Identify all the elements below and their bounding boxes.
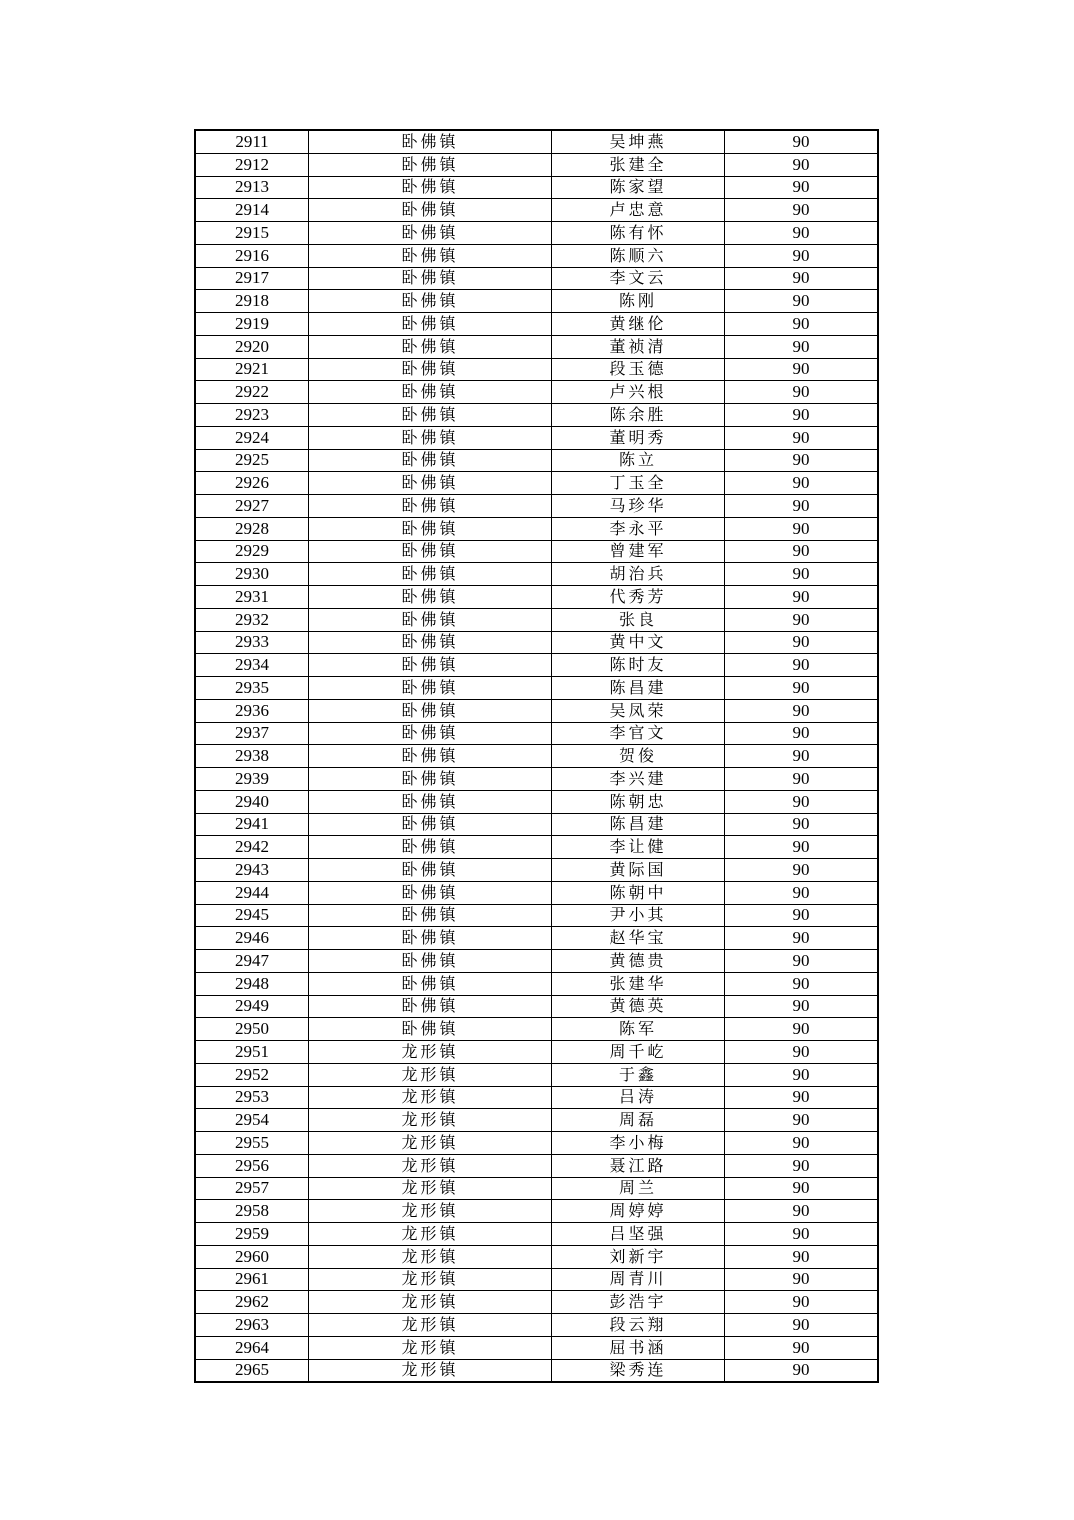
cell-number: 2911 [195,130,309,153]
cell-number: 2963 [195,1314,309,1337]
cell-town: 卧佛镇 [309,972,552,995]
cell-number: 2934 [195,654,309,677]
table-row [195,972,878,995]
table-row [195,472,878,495]
cell-amount: 90 [725,540,879,563]
cell-name: 陈朝中 [552,881,725,904]
cell-town: 卧佛镇 [309,199,552,222]
cell-number: 2944 [195,881,309,904]
table-row [195,654,878,677]
cell-amount: 90 [725,836,879,859]
cell-town: 卧佛镇 [309,449,552,472]
table-row [195,836,878,859]
cell-amount: 90 [725,153,879,176]
cell-town: 卧佛镇 [309,722,552,745]
cell-town: 卧佛镇 [309,950,552,973]
cell-number: 2942 [195,836,309,859]
cell-number: 2931 [195,586,309,609]
cell-number: 2943 [195,859,309,882]
cell-town: 卧佛镇 [309,495,552,518]
cell-town: 龙形镇 [309,1336,552,1359]
cell-town: 卧佛镇 [309,859,552,882]
cell-name: 代秀芳 [552,586,725,609]
cell-name: 陈余胜 [552,404,725,427]
cell-amount: 90 [725,699,879,722]
table-row [195,1336,878,1359]
table-row [195,540,878,563]
cell-number: 2949 [195,995,309,1018]
cell-name: 彭浩宇 [552,1291,725,1314]
cell-number: 2936 [195,699,309,722]
table-row [195,813,878,836]
cell-town: 龙形镇 [309,1359,552,1382]
cell-amount: 90 [725,244,879,267]
cell-name: 黄继伦 [552,313,725,336]
cell-town: 卧佛镇 [309,768,552,791]
table-row [195,495,878,518]
table-row [195,1109,878,1132]
roster-table-body [195,130,878,1382]
table-row [195,313,878,336]
cell-number: 2965 [195,1359,309,1382]
cell-name: 丁玉全 [552,472,725,495]
cell-amount: 90 [725,222,879,245]
cell-name: 吴坤燕 [552,130,725,153]
cell-amount: 90 [725,608,879,631]
cell-town: 龙形镇 [309,1154,552,1177]
cell-amount: 90 [725,813,879,836]
cell-number: 2923 [195,404,309,427]
table-row [195,677,878,700]
cell-name: 梁秀连 [552,1359,725,1382]
cell-name: 李小梅 [552,1132,725,1155]
table-row [195,426,878,449]
cell-town: 龙形镇 [309,1291,552,1314]
cell-name: 卢忠意 [552,199,725,222]
cell-town: 龙形镇 [309,1086,552,1109]
roster-table [194,129,879,1383]
cell-amount: 90 [725,1086,879,1109]
cell-town: 卧佛镇 [309,813,552,836]
cell-town: 卧佛镇 [309,130,552,153]
cell-amount: 90 [725,1314,879,1337]
cell-number: 2953 [195,1086,309,1109]
cell-name: 吕涛 [552,1086,725,1109]
cell-amount: 90 [725,881,879,904]
cell-amount: 90 [725,495,879,518]
cell-town: 卧佛镇 [309,540,552,563]
cell-name: 董祯清 [552,335,725,358]
cell-name: 陈时友 [552,654,725,677]
cell-name: 黄德贵 [552,950,725,973]
cell-town: 卧佛镇 [309,745,552,768]
cell-amount: 90 [725,176,879,199]
cell-amount: 90 [725,335,879,358]
cell-town: 卧佛镇 [309,563,552,586]
cell-town: 龙形镇 [309,1314,552,1337]
cell-town: 龙形镇 [309,1063,552,1086]
table-row [195,449,878,472]
cell-number: 2922 [195,381,309,404]
cell-amount: 90 [725,472,879,495]
cell-town: 卧佛镇 [309,244,552,267]
cell-name: 吕坚强 [552,1223,725,1246]
table-row [195,699,878,722]
cell-amount: 90 [725,790,879,813]
cell-name: 吴凤荣 [552,699,725,722]
cell-amount: 90 [725,586,879,609]
cell-name: 李文云 [552,267,725,290]
cell-name: 段云翔 [552,1314,725,1337]
cell-number: 2927 [195,495,309,518]
cell-number: 2928 [195,517,309,540]
cell-number: 2950 [195,1018,309,1041]
table-row [195,1245,878,1268]
cell-number: 2959 [195,1223,309,1246]
cell-town: 卧佛镇 [309,153,552,176]
cell-number: 2938 [195,745,309,768]
cell-name: 陈刚 [552,290,725,313]
table-row [195,176,878,199]
cell-amount: 90 [725,1154,879,1177]
cell-number: 2957 [195,1177,309,1200]
cell-town: 卧佛镇 [309,699,552,722]
cell-town: 龙形镇 [309,1132,552,1155]
table-row [195,608,878,631]
cell-town: 卧佛镇 [309,426,552,449]
cell-town: 卧佛镇 [309,1018,552,1041]
cell-number: 2920 [195,335,309,358]
cell-town: 卧佛镇 [309,313,552,336]
cell-name: 马珍华 [552,495,725,518]
cell-name: 陈有怀 [552,222,725,245]
cell-number: 2946 [195,927,309,950]
cell-amount: 90 [725,995,879,1018]
cell-name: 董明秀 [552,426,725,449]
table-row [195,381,878,404]
cell-number: 2951 [195,1041,309,1064]
cell-amount: 90 [725,130,879,153]
cell-amount: 90 [725,1245,879,1268]
cell-number: 2955 [195,1132,309,1155]
table-row [195,1041,878,1064]
table-row [195,881,878,904]
cell-town: 卧佛镇 [309,677,552,700]
cell-name: 卢兴根 [552,381,725,404]
cell-number: 2924 [195,426,309,449]
table-row [195,1177,878,1200]
table-row [195,222,878,245]
cell-amount: 90 [725,517,879,540]
cell-town: 卧佛镇 [309,358,552,381]
table-row [195,790,878,813]
cell-amount: 90 [725,972,879,995]
table-row [195,745,878,768]
cell-town: 卧佛镇 [309,335,552,358]
cell-amount: 90 [725,745,879,768]
cell-town: 卧佛镇 [309,517,552,540]
cell-number: 2915 [195,222,309,245]
cell-number: 2917 [195,267,309,290]
cell-amount: 90 [725,267,879,290]
cell-town: 卧佛镇 [309,790,552,813]
cell-number: 2926 [195,472,309,495]
cell-amount: 90 [725,426,879,449]
cell-number: 2952 [195,1063,309,1086]
table-row [195,1314,878,1337]
cell-name: 贺俊 [552,745,725,768]
cell-town: 卧佛镇 [309,404,552,427]
cell-amount: 90 [725,1268,879,1291]
cell-amount: 90 [725,1018,879,1041]
table-row [195,722,878,745]
cell-amount: 90 [725,1336,879,1359]
table-row [195,995,878,1018]
table-row [195,1359,878,1382]
cell-amount: 90 [725,1109,879,1132]
cell-amount: 90 [725,927,879,950]
cell-amount: 90 [725,654,879,677]
cell-name: 黄德英 [552,995,725,1018]
cell-number: 2939 [195,768,309,791]
table-row [195,927,878,950]
cell-number: 2914 [195,199,309,222]
cell-number: 2918 [195,290,309,313]
cell-town: 卧佛镇 [309,176,552,199]
cell-name: 黄中文 [552,631,725,654]
cell-town: 卧佛镇 [309,381,552,404]
cell-number: 2921 [195,358,309,381]
cell-name: 尹小其 [552,904,725,927]
table-row [195,267,878,290]
cell-name: 陈朝忠 [552,790,725,813]
cell-number: 2961 [195,1268,309,1291]
cell-number: 2916 [195,244,309,267]
cell-name: 黄际国 [552,859,725,882]
cell-town: 卧佛镇 [309,654,552,677]
cell-amount: 90 [725,950,879,973]
cell-number: 2932 [195,608,309,631]
cell-number: 2941 [195,813,309,836]
cell-amount: 90 [725,904,879,927]
table-row [195,1223,878,1246]
table-row [195,1200,878,1223]
table-row [195,563,878,586]
cell-town: 卧佛镇 [309,290,552,313]
cell-name: 周婷婷 [552,1200,725,1223]
cell-name: 屈书涵 [552,1336,725,1359]
cell-amount: 90 [725,381,879,404]
cell-town: 卧佛镇 [309,222,552,245]
cell-amount: 90 [725,1063,879,1086]
cell-name: 李官文 [552,722,725,745]
cell-amount: 90 [725,859,879,882]
table-row [195,1086,878,1109]
cell-amount: 90 [725,722,879,745]
cell-name: 于鑫 [552,1063,725,1086]
cell-number: 2960 [195,1245,309,1268]
cell-town: 卧佛镇 [309,586,552,609]
cell-amount: 90 [725,1132,879,1155]
table-row [195,153,878,176]
cell-town: 龙形镇 [309,1223,552,1246]
table-row [195,517,878,540]
cell-amount: 90 [725,677,879,700]
cell-town: 卧佛镇 [309,472,552,495]
table-row [195,631,878,654]
table-row [195,199,878,222]
cell-name: 陈立 [552,449,725,472]
table-row [195,130,878,153]
cell-name: 周千屹 [552,1041,725,1064]
table-row [195,1063,878,1086]
cell-town: 龙形镇 [309,1109,552,1132]
cell-number: 2958 [195,1200,309,1223]
table-row [195,1268,878,1291]
cell-town: 卧佛镇 [309,927,552,950]
cell-amount: 90 [725,1041,879,1064]
cell-name: 陈昌建 [552,813,725,836]
table-row [195,335,878,358]
cell-amount: 90 [725,404,879,427]
cell-town: 卧佛镇 [309,904,552,927]
cell-amount: 90 [725,768,879,791]
cell-number: 2929 [195,540,309,563]
cell-name: 陈昌建 [552,677,725,700]
table-row [195,1132,878,1155]
cell-name: 张建全 [552,153,725,176]
cell-amount: 90 [725,631,879,654]
cell-amount: 90 [725,1177,879,1200]
cell-town: 卧佛镇 [309,995,552,1018]
cell-name: 胡治兵 [552,563,725,586]
cell-town: 卧佛镇 [309,608,552,631]
cell-number: 2930 [195,563,309,586]
cell-town: 龙形镇 [309,1245,552,1268]
cell-name: 李兴建 [552,768,725,791]
table-row [195,358,878,381]
cell-name: 张良 [552,608,725,631]
cell-number: 2919 [195,313,309,336]
table-row [195,904,878,927]
cell-town: 龙形镇 [309,1200,552,1223]
cell-town: 龙形镇 [309,1041,552,1064]
table-row [195,1154,878,1177]
table-row [195,859,878,882]
cell-number: 2925 [195,449,309,472]
cell-number: 2935 [195,677,309,700]
cell-name: 陈顺六 [552,244,725,267]
cell-town: 龙形镇 [309,1177,552,1200]
table-row [195,290,878,313]
cell-name: 周磊 [552,1109,725,1132]
table-row [195,768,878,791]
cell-amount: 90 [725,199,879,222]
cell-town: 龙形镇 [309,1268,552,1291]
cell-town: 卧佛镇 [309,267,552,290]
cell-town: 卧佛镇 [309,631,552,654]
cell-name: 李永平 [552,517,725,540]
cell-name: 张建华 [552,972,725,995]
cell-amount: 90 [725,563,879,586]
cell-amount: 90 [725,358,879,381]
table-row [195,244,878,267]
cell-number: 2948 [195,972,309,995]
table-row [195,404,878,427]
cell-amount: 90 [725,290,879,313]
table-row [195,1291,878,1314]
cell-name: 段玉德 [552,358,725,381]
cell-name: 李让健 [552,836,725,859]
cell-number: 2956 [195,1154,309,1177]
cell-number: 2933 [195,631,309,654]
cell-name: 刘新宇 [552,1245,725,1268]
table-row [195,950,878,973]
cell-name: 周青川 [552,1268,725,1291]
cell-number: 2937 [195,722,309,745]
table-row [195,586,878,609]
cell-amount: 90 [725,449,879,472]
cell-amount: 90 [725,1223,879,1246]
cell-number: 2962 [195,1291,309,1314]
cell-town: 卧佛镇 [309,836,552,859]
cell-number: 2913 [195,176,309,199]
cell-number: 2954 [195,1109,309,1132]
table-row [195,1018,878,1041]
cell-town: 卧佛镇 [309,881,552,904]
cell-number: 2945 [195,904,309,927]
cell-name: 陈军 [552,1018,725,1041]
cell-number: 2947 [195,950,309,973]
cell-name: 聂江路 [552,1154,725,1177]
cell-amount: 90 [725,1291,879,1314]
cell-name: 赵华宝 [552,927,725,950]
cell-number: 2940 [195,790,309,813]
cell-name: 周兰 [552,1177,725,1200]
cell-amount: 90 [725,1200,879,1223]
cell-amount: 90 [725,1359,879,1382]
cell-number: 2912 [195,153,309,176]
cell-amount: 90 [725,313,879,336]
cell-number: 2964 [195,1336,309,1359]
cell-name: 曾建军 [552,540,725,563]
cell-name: 陈家望 [552,176,725,199]
